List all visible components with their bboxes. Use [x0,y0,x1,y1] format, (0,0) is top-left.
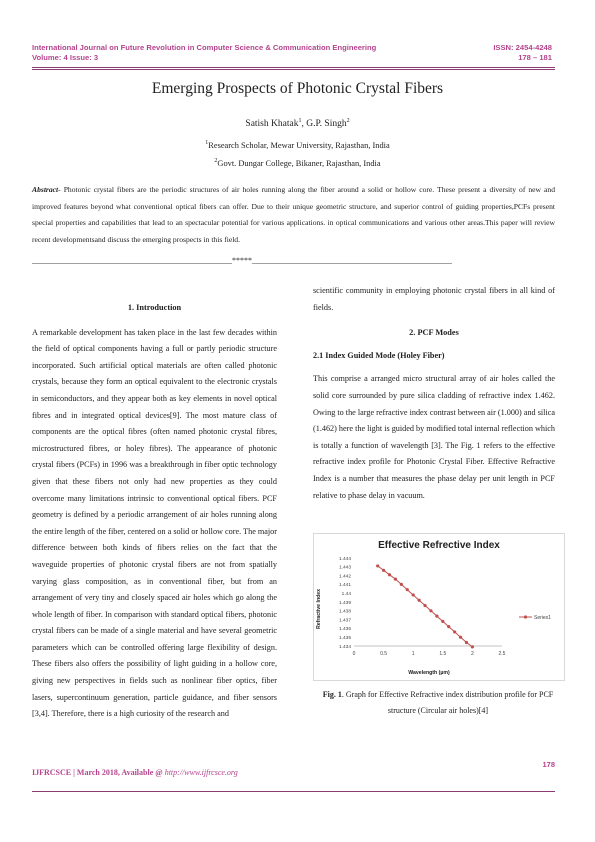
chart-x-label: Wavelength (µm) [408,670,450,676]
y-tick-label: 1.442 [338,574,351,580]
header-rule-2 [32,69,555,70]
y-tick-label: 1.437 [338,618,351,624]
affiliation-1 [0,140,595,150]
affiliation-2-sup: 2 [214,158,218,164]
data-point [459,636,462,639]
y-tick-label: 1.435 [338,636,351,641]
figure-1-chart [313,533,565,681]
chart-legend [519,615,551,621]
affiliation-2 [0,158,595,168]
affiliation-1-text: Research Scholar, Mewar University, Rajasthan, India [208,140,390,150]
legend-label: Series1 [534,615,551,621]
chart-y-label: Refractive Index [316,588,322,630]
data-point [400,583,403,586]
pcf-modes-heading: 2. PCF Modes [409,328,459,338]
footer [32,768,238,777]
abstract-text: - Photonic crystal fibers are the periodic structures of air holes running along the fiber around a solid or hollow core. These present a diversity of new and improved features beyond what conventional optical fibers can offer. Due to their unique geometric structure, and superior control of guiding properties,PCFs present special properties and capabilities that lead to an spectacular potential for various applications. in optical communications and various other areas.This paper will review recent developmentsand discuss the emerging prospects in this field. [32,185,555,244]
intro-heading: 1. Introduction [127,303,182,312]
y-tick-label: 1.441 [338,583,351,589]
y-tick-label: 1.443 [338,565,351,571]
section-separator: __________________________________________________*****__________________________________________________ [32,256,452,265]
chart-title: Effective Refrective Index [378,540,500,551]
y-tick-label: 1.434 [338,644,351,650]
footer-rule [32,791,555,792]
footer-date: | March 2018, Available @ [71,768,165,777]
intro-body: A remarkable development has taken place in the last few decades within the field of optical components having a full or partly periodic structure incorporated. Such artificial optical materials are often called photonic crystals, because they form an optical equivalent to the electronic crystals in semiconductors, and they appear both as key elements in novel optical fibres and in integrated optical devices[9]. The most mature class of components are the optical fibres (often named photonic crystal fibres, microstructured fibres, or holey fibres). The appearance of photonic crystal fibers (PCFs) in 1996 was a breakthrough in fiber optic technology given that these fibers not only had new properties as they could overcome many limitations intrinsic to conventional optical fibers. PCF geometry is defined by a periodic arrangement of air holes running along the entire length of the fiber, centered on a solid or hollow core. The major difference between both kinds of fibers relies on the fact that the waveguide properties of photonic crystal fibers are not from spatially varying glass composition, as in conventional fiber, but from an arrangement of very tiny and closely spaced air holes which go along the whole length of fiber. In comparison with standard optical fibers, photonic crystal fibers can be made of a single material and have several geometric parameters which can be controlled offering large flexibility of design. These fibers also offers the possibility of light guiding in a hollow core, giving new perspectives in fields such as nonlinear fiber optics, fiber lasers, supercontinuum generation, particle guidance, and fiber sensors [3,4]. Therefore, there is a high curiosity of the research and [32,327,277,719]
page-range: 178 – 181 [518,52,552,62]
affiliation-1-sup: 1 [205,140,209,146]
chart-svg [314,534,564,680]
data-point [453,630,456,633]
issn-block [493,43,552,62]
right-column [313,283,555,504]
data-point [418,599,421,602]
journal-volume: Volume: 4 Issue: 3 [32,52,99,62]
index-guided-subheading: 2.1 Index Guided Mode (Holey Fiber) [313,350,445,360]
footer-url[interactable]: http://www.ijfrcsce.org [164,768,238,777]
data-point [406,588,409,591]
data-point [465,641,468,644]
data-point [441,620,444,623]
x-tick-label: 0 [352,651,356,657]
y-tick-label: 1.439 [338,600,351,606]
data-point [435,614,438,617]
data-point [382,569,385,572]
journal-name: International Journal on Future Revolution in Computer Science & Communication Engineering [32,43,377,52]
footer-journal: IJFRCSCE [32,768,72,777]
x-tick-label: 1.5 [439,651,447,657]
data-point [412,593,415,596]
left-column [32,300,277,723]
issn: ISSN: 2454-4248 [493,43,552,52]
figure-caption [318,687,558,719]
y-tick-label: 1.438 [338,609,351,615]
journal-header [32,43,376,62]
author-2-sup: 2 [346,118,350,124]
data-point [471,645,474,648]
legend-marker [524,615,527,618]
x-tick-label: 2.5 [498,651,506,657]
affiliation-2-text: Govt. Dungar College, Bikaner, Rajasthan, India [217,158,381,168]
data-point [423,604,426,607]
y-tick-label: 1.444 [338,556,351,562]
y-tick-label: 1.436 [338,627,351,633]
x-tick-label: 1 [411,651,415,657]
author-1-sup: 1 [298,118,302,124]
header-rule [32,67,555,68]
data-point [429,609,432,612]
data-point [394,578,397,581]
x-tick-label: 2 [471,651,474,657]
caption-text: . Graph for Effective Refractive index distribution profile for PCF structure (Circular air holes)[4] [341,690,554,715]
abstract [32,182,555,248]
data-point [376,564,379,567]
caption-label: Fig. 1 [322,690,342,699]
index-guided-body: This comprise a arranged micro structural array of air holes called the solid core surrounded by pure silica cladding of refractive index 1.462. Owing to the large refractive index contrast between air (1.000) and silica (1.462) here the light is guided by modified total internal reflection which is totally a function of wavelength [3]. The Fig. 1 refers to the effective refractive index profile for Photonic Crystal Fiber. Effective Refractive Index is a number that measures the phase delay per unit length in PCF relative to phase delay in vacuum. [313,374,555,500]
data-point [388,573,391,576]
authors [0,118,595,129]
paper-title: Emerging Prospects of Photonic Crystal Fibers [151,80,444,97]
page-number: 178 [542,760,555,769]
author-2: , G.P. Singh [301,119,347,130]
author-1: Satish Khatak [245,119,299,130]
data-point [447,625,450,628]
x-tick-label: 0.5 [380,651,388,657]
abstract-label: Abstract [32,185,59,194]
y-tick-label: 1.44 [341,592,351,597]
intro-continued: scientific community in employing photonic crystal fibers in all kind of fields. [313,286,555,312]
